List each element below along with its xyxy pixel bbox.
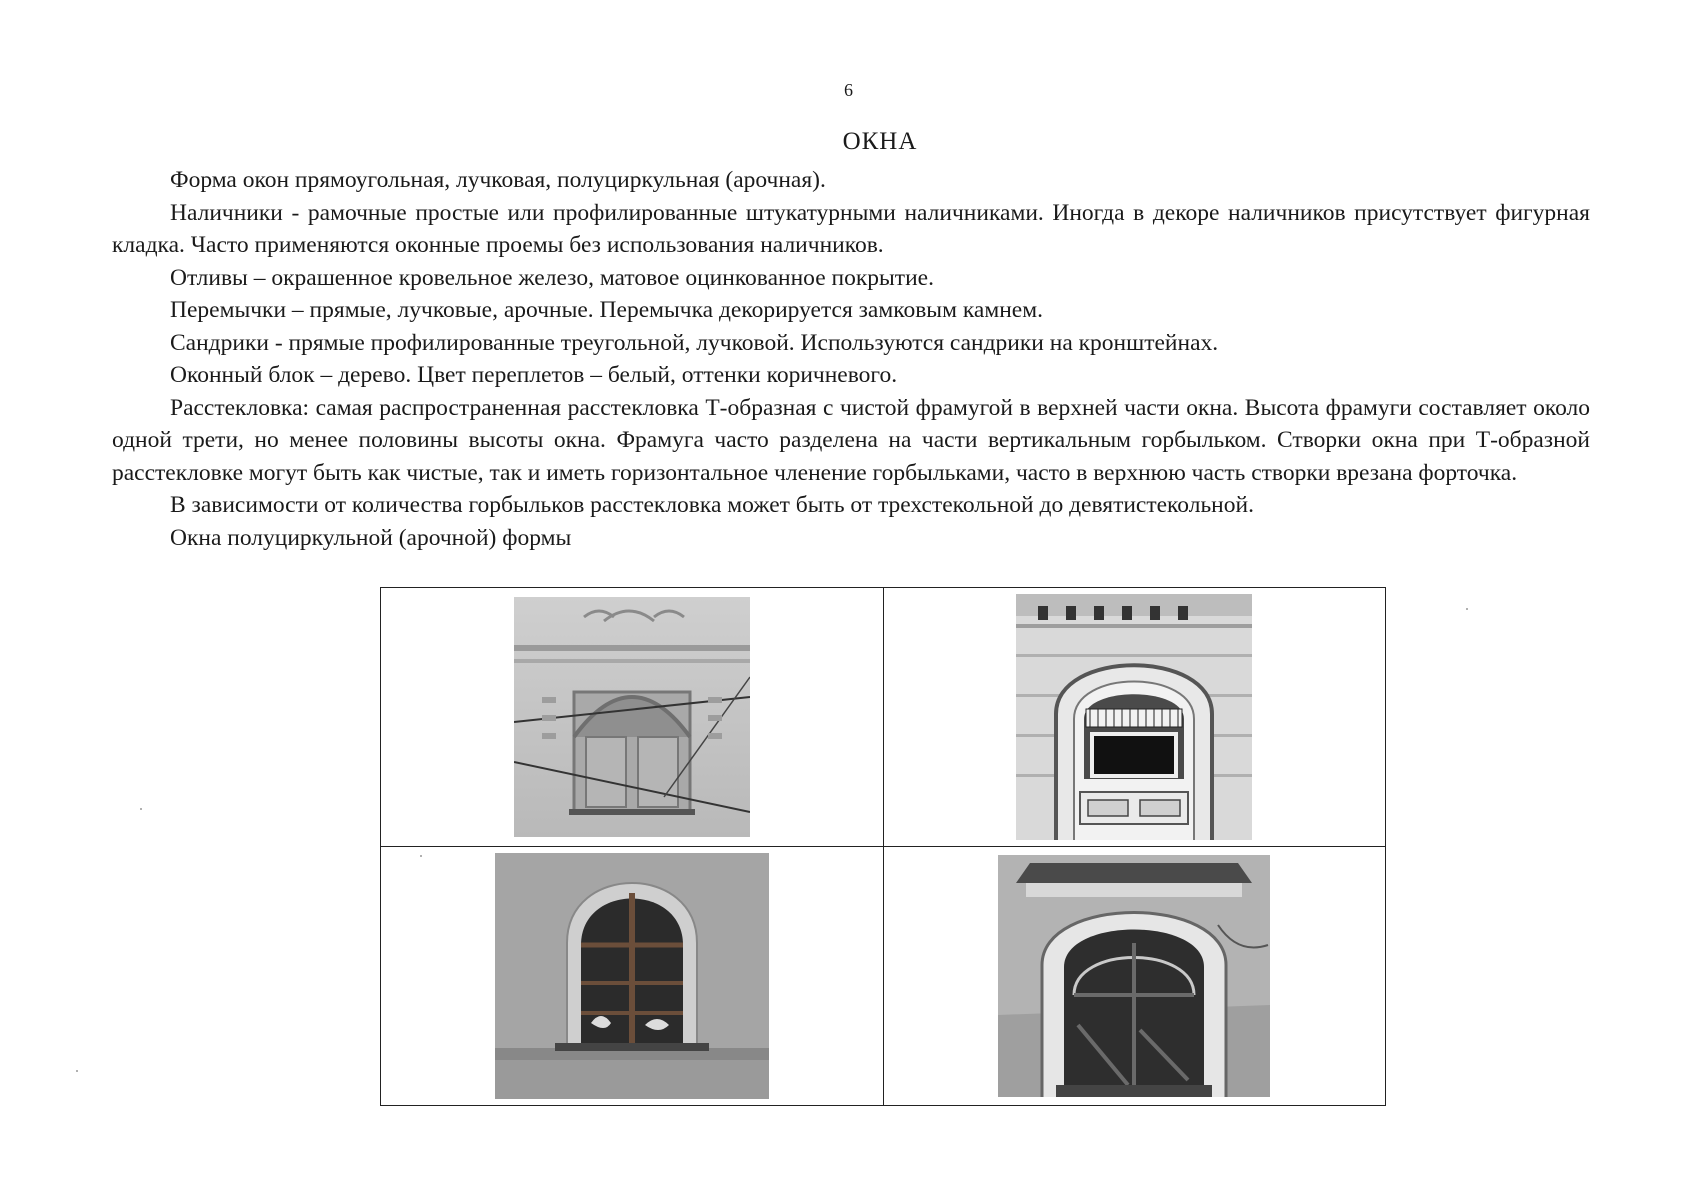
- scan-speck: [140, 808, 142, 810]
- arched-window-photo: [514, 597, 750, 837]
- page-number: 6: [844, 80, 853, 100]
- paragraph-drip-sills: Отливы – окрашенное кровельное железо, матовое оцинкованное покрытие.: [170, 264, 934, 291]
- photo-table: [380, 587, 1386, 1106]
- paragraph-window-block: Оконный блок – дерево. Цвет переплетов – белый, оттенки коричневого.: [170, 362, 898, 388]
- photo-cell: [381, 588, 884, 847]
- section-heading: ОКНА: [842, 128, 918, 155]
- arched-window-with-cornice-photo: [998, 855, 1270, 1097]
- photo-cell: [381, 847, 884, 1106]
- paragraph-window-shape: Форма окон прямоугольная, лучковая, полуциркульная (арочная).: [170, 167, 826, 193]
- body-text: [112, 164, 1590, 554]
- photo-cell: [883, 847, 1386, 1106]
- arched-window-photo: [495, 853, 769, 1099]
- paragraph-glazing-count: В зависимости от количества горбыльков расстекловка может быть от трехстекольной до девятистекольной.: [170, 492, 1254, 518]
- paragraph-sandriks: Сандрики - прямые профилированные треугольной, лучковой. Используются сандрики на кронштейнах.: [170, 329, 1219, 356]
- scan-speck: [1466, 608, 1468, 610]
- photo-cell: [883, 588, 1386, 847]
- paragraph-casings: Наличники - рамочные простые или профилированные штукатурными наличниками. Иногда в декоре наличников присутствует фигурная кладка. Часто применяются оконные проемы без использования наличников.: [112, 199, 1590, 258]
- paragraph-glazing: Расстекловка: самая распространенная расстекловка Т-образная с чистой фрамугой в верхней части окна. Высота фрамуги составляет около одной трети, но менее половины высоты окна. Фрамуга часто разделена на части вертикальным горбыльком. Створки окна при Т-образной расстекловке могут быть как чистые, так и иметь горизонтальное членение горбыльками, часто в верхнюю часть створки врезана форточка.: [112, 394, 1590, 486]
- scan-speck: [76, 1070, 78, 1072]
- paragraph-arched-windows-caption: Окна полуциркульной (арочной) формы: [170, 524, 572, 551]
- horseshoe-arch-window-photo: [1016, 594, 1252, 840]
- scan-speck: [420, 855, 422, 857]
- paragraph-lintels: Перемычки – прямые, лучковые, арочные. Перемычка декорируется замковым камнем.: [170, 297, 1043, 323]
